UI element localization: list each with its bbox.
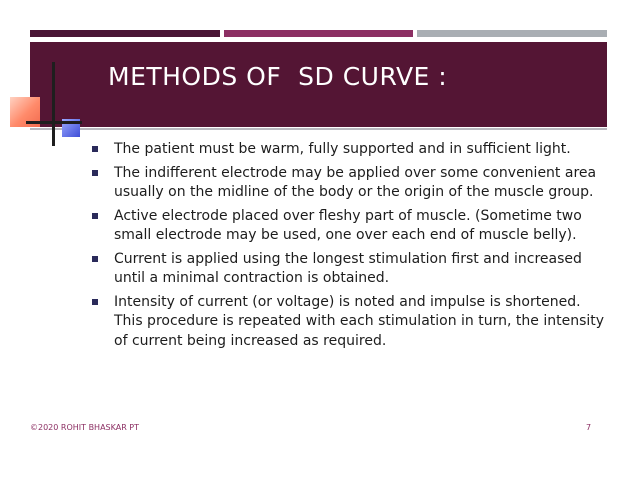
page-number: 7 — [586, 423, 592, 432]
square-bullet-icon — [92, 170, 98, 176]
bullet-item — [90, 207, 610, 246]
bullet-list — [90, 140, 610, 355]
bullet-text: Current is applied using the longest stimulation first and increased until a minimal contraction is obtained. — [114, 250, 582, 286]
banner-underline — [30, 128, 607, 130]
square-bullet-icon — [92, 146, 98, 152]
bullet-item — [90, 164, 610, 203]
slide-title: METHODS OF SD CURVE : — [108, 62, 448, 91]
bullet-text: The indifferent electrode may be applied over some convenient area usually on the midline of the body or the origin of the muscle group. — [114, 164, 597, 200]
top-stripe-gray — [417, 30, 607, 37]
footer-copyright: ©2020 ROHIT BHASKAR PT — [30, 423, 140, 432]
square-bullet-icon — [92, 256, 98, 262]
square-bullet-icon — [92, 213, 98, 219]
top-stripe-magenta — [224, 30, 413, 37]
bullet-item — [90, 250, 610, 289]
decorative-horizontal-line — [26, 121, 82, 124]
bullet-item — [90, 293, 610, 352]
bullet-item — [90, 140, 610, 160]
top-stripe-dark — [30, 30, 220, 37]
bullet-text: Intensity of current (or voltage) is noted and impulse is shortened. This procedure is repeated with each stimulation in turn, the intensity of current being increased as required. — [114, 293, 605, 349]
square-bullet-icon — [92, 299, 98, 305]
bullet-text: The patient must be warm, fully supported and in sufficient light. — [114, 141, 571, 157]
decorative-vertical-line — [52, 62, 55, 146]
bullet-text: Active electrode placed over fleshy part of muscle. (Sometime two small electrode may be used, one over each end of muscle belly). — [114, 207, 582, 243]
